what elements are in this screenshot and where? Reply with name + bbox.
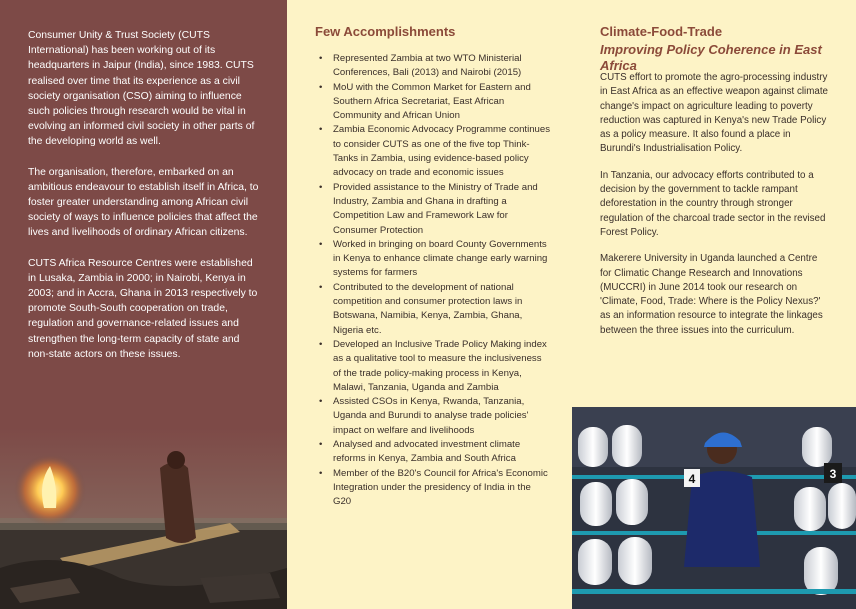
left-panel [0,0,287,609]
list-item-text: Analysed and advocated investment climate reforms in Kenya, Zambia and South Africa [333,439,521,465]
bullet-icon: • [319,53,323,64]
machine-number-3: 3 [829,467,837,481]
list-item [319,395,551,438]
list-item-text: MoU with the Common Market for Eastern and Southern Africa Secretariat, East African Community and African Union [333,81,531,122]
intro-paragraph-3: CUTS Africa Resource Centres were established in Lusaka, Zambia in 2000; in Nairobi, Kenya in 2003; and in Accra, Ghana in 2013 respectively to promote South-South cooperation on trade, regulation and governance-related issues and strengthen the long-term capacity of state and non-state actors on these issues. [28,257,258,360]
climate-paragraph-1: CUTS effort to promote the agro-processing industry in East Africa as an effective weapon against climate change's impact on agriculture leading to poverty reduction was captured in Kenya's new Trade Policy as a policy measure. It also found a place in Burundi's Industrialisation Policy. [600,72,828,155]
list-item-text: Provided assistance to the Ministry of Trade and Industry, Zambia and Ghana in drafting a Competition Law and Framework Law for Consumer Protection [333,181,538,236]
bullet-icon: • [319,281,323,293]
list-item-text: Contributed to the development of national competition and consumer protection laws in Botswana, Namibia, Kenya, Zambia, Ghana, Nigeria etc. [333,281,523,336]
list-item [319,238,551,281]
accomplishments-panel [287,0,572,609]
bullet-icon: • [319,467,323,479]
accomplishments-title: Few Accomplishments [315,24,456,39]
list-item [319,281,551,338]
list-item [319,338,551,395]
list-item-text: Member of the B20's Council for Africa's Economic Integration under the presidency of India in the G20 [333,467,548,508]
bullet-icon: • [319,81,323,93]
climate-panel [572,0,856,609]
list-item [319,81,551,124]
accomplishments-list [319,52,551,510]
list-item-text: Assisted CSOs in Kenya, Rwanda, Tanzania, Uganda and Burundi to analyse trade policies' impact on welfare and livelihoods [333,396,529,436]
list-item [319,467,551,510]
list-item-text: Represented Zambia at two WTO Ministerial Conferences, Bali (2013) and Nairobi (2015) [333,53,522,79]
list-item [319,438,551,467]
climate-paragraph-3: Makerere University in Uganda launched a Centre for Climatic Change Research and Innovations (MUCCRI) in June 2014 took our research on 'Climate, Food, Trade: Where is the Policy Nexus?' as an information resource to integrate the linkages between the three issues into the curriculum. [600,253,823,336]
bullet-icon: • [319,439,323,451]
bullet-icon: • [319,124,323,136]
climate-subtitle: Improving Policy Coherence in East Africa [600,42,822,73]
climate-title: Climate-Food-Trade [600,24,723,39]
climate-text [600,71,830,350]
list-item-text: Zambia Economic Advocacy Programme continues to consider CUTS as one of the five top Think-Tanks in Zambia, using evidence-based policy advocacy on trade and economic issues [333,124,551,179]
woman-with-fire-photo [0,428,287,609]
intro-paragraph-2: The organisation, therefore, embarked on an ambitious endeavour to establish itself in Africa, to foster greater understanding among African civil society of ways to influence policies that affect the lives and livelihoods of ordinary African citizens. [28,166,259,239]
photo-illustration [0,428,287,609]
left-intro-text [28,28,260,377]
factory-illustration [572,407,856,609]
intro-paragraph-1: Consumer Unity & Trust Society (CUTS International) has been working out of its headquarters in Jaipur (India), since 1983. CUTS realised over time that its experience as a civil society organisation (CSO) aiming to influence such policies through research would be vital in evolving an informed civil society in other parts of the developing world as well. [28,30,255,148]
list-item [319,123,551,180]
machine-number-4: 4 [688,472,696,486]
list-item-text: Worked in bringing on board County Governments in Kenya to enhance climate change early warning systems for farmers [333,238,548,279]
bullet-icon: • [319,181,323,193]
list-item-text: Developed an Inclusive Trade Policy Making index as a qualitative tool to measure the inclusiveness of the trade policy-making process in Kenya, Malawi, Tanzania, Uganda and Zambia [333,338,547,393]
bullet-icon: • [319,238,323,250]
bullet-icon: • [319,338,323,350]
bullet-icon: • [319,396,323,408]
textile-factory-photo [572,407,856,609]
list-item [319,181,551,238]
list-item [319,52,551,81]
climate-paragraph-2: In Tanzania, our advocacy efforts contributed to a decision by the government to tackle rampant deforestation in the country through stronger regulation of the charcoal trade sector in the revised Forest Policy. [600,169,826,238]
